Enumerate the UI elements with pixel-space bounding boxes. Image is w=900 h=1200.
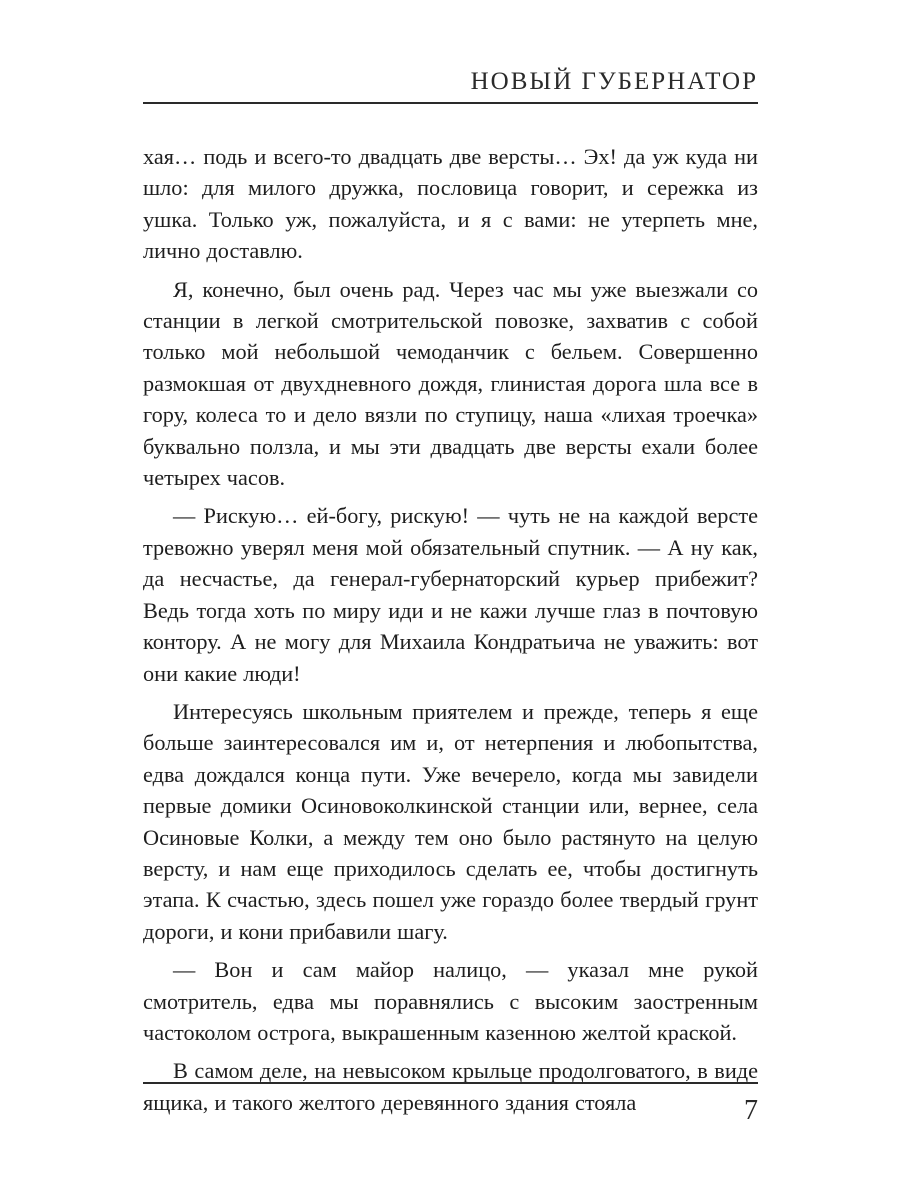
running-head-title: НОВЫЙ ГУБЕРНАТОР xyxy=(470,68,758,95)
paragraph-5: — Вон и сам майор налицо, — указал мне рукой смотритель, едва мы поравнялись с высоким заостренным частоколом острога, выкрашенным казенною желтой краской. xyxy=(143,957,758,1045)
page-number: 7 xyxy=(744,1095,758,1126)
paragraph-4: Интересуясь школьным приятелем и прежде, теперь я еще больше заинтересовался им и, от нетерпения и любопытства, едва дождался конца пути. Уже вечерело, когда мы завидели первые домики Осиновоколкинской станции или, вернее, села Осиновые Колки, а между тем оно было растянуто на целую версту, и нам еще приходилось сделать ее, чтобы достигнуть этапа. К счастью, здесь пошел уже гораздо более твердый грунт дороги, и кони прибавили шагу. xyxy=(143,698,758,944)
paragraph-3: — Рискую… ей-богу, рискую! — чуть не на каждой версте тревожно уверял меня мой обязательный спутник. — А ну как, да несчастье, да генерал-губернаторский курьер прибежит? Ведь тогда хоть по миру иди и не кажи лучше глаз в почтовую контору. А не могу для Михаила Кондратьича не уважить: вот они какие люди! xyxy=(143,503,758,686)
header-rule xyxy=(143,102,758,104)
footer-rule xyxy=(143,1082,758,1084)
body-text xyxy=(143,141,758,1125)
paragraph-6: В самом деле, на невысоком крыльце продолговатого, в виде ящика, и такого желтого деревянного здания стояла xyxy=(143,1058,758,1115)
paragraph-2: Я, конечно, был очень рад. Через час мы уже выезжали со станции в легкой смотрительской повозке, захватив с собой только мой небольшой чемоданчик с бельем. Совершенно размокшая от двухдневного дождя, глинистая дорога шла все в гору, колеса то и дело вязли по ступицу, наша «лихая троечка» буквально ползла, и мы эти двадцать две версты ехали более четырех часов. xyxy=(143,276,758,491)
paragraph-1: хая… подь и всего-то двадцать две версты… Эх! да уж куда ни шло: для милого дружка, пословица говорит, и сережка из ушка. Только уж, пожалуйста, и я с вами: не утерпеть мне, лично доставлю. xyxy=(143,144,758,264)
